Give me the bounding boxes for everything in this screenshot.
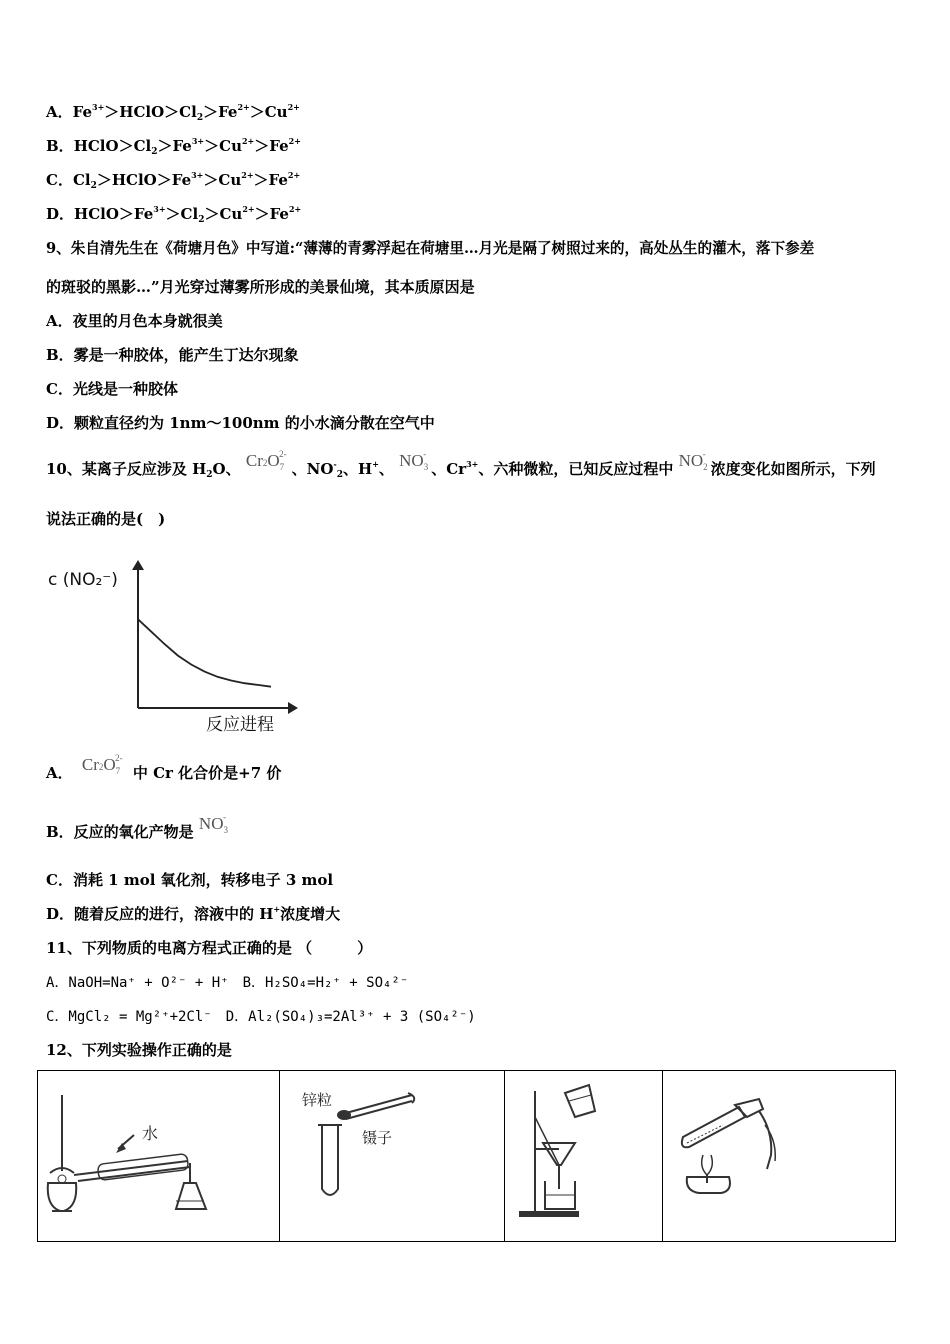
q9-option-b: B．雾是一种胶体，能产生丁达尔现象 [46,346,299,364]
q9-stem-line2: 的斑驳的黑影…”月光穿过薄雾所形成的美景仙境，其本质原因是 [46,278,475,296]
q8-option-b: B．$HClO>Cl_2>Fe^{3+}>Cu^{2+}>Fe^{2+}$ [46,136,301,157]
nitrate-formula: $NO_3^-$ [399,449,429,472]
dichromate-formula: $Cr2O_7^{2-}$ [245,449,287,472]
nitrate-formula: $NO_3^-$ [198,812,228,835]
q10-option-b: B．反应的氧化产物是 $NO_3^-$ [46,822,231,844]
chart-ylabel: c (NO₂⁻) [48,570,118,590]
q8-option-d: D．$HClO>Fe^{3+}>Cl_2>Cu^{2+}>Fe^{2+}$ [46,204,302,225]
nitrite-formula: $NO_2^-$ [678,449,708,472]
tweezers-test-tube-icon [280,1071,502,1239]
q12-image-zinc-tweezers [280,1071,504,1241]
water-label: 水 [142,1124,159,1143]
q10-stem-line2: 说法正确的是( ) [46,510,166,528]
q11-options-ab: A．NaOH=Na⁺ + O²⁻ + H⁺ B．H₂SO₄=H₂⁺ + SO₄²⁻ [46,975,409,991]
dichromate-formula: $Cr2O_7^{2-}$ [81,753,123,776]
q8-option-c: C．$Cl_2>HClO>Fe^{3+}>Cu^{2+}>Fe^{2+}$ [46,170,301,191]
q10-option-c: C．消耗 1 mol 氧化剂，转移电子 3 mol [46,871,334,889]
distillation-apparatus-icon [38,1071,278,1239]
q9-option-d: D．颗粒直径约为 1nm～100nm 的小水滴分散在空气中 [46,414,435,432]
q11-options-cd: C．MgCl₂ = Mg²⁺+2Cl⁻ D．Al₂(SO₄)₃=2Al³⁺ + 3 (SO₄²⁻) [46,1009,476,1025]
q9-option-c: C．光线是一种胶体 [46,380,178,398]
q12-image-filtration [505,1071,663,1241]
q9-stem-line1: 9、朱自清先生在《荷塘月色》中写道:“薄薄的青雾浮起在荷塘里…月光是隔了树照过来的，高处丛生的灌木，落下参差 [46,240,815,257]
q12-image-table [37,1070,896,1242]
q9-option-a: A．夜里的月色本身就很美 [46,312,223,330]
chart-series-line [138,619,271,686]
q10-option-d: D．随着反应的进行，溶液中的 H+浓度增大 [46,904,341,923]
chart-xlabel: 反应进程 [206,715,274,735]
heating-test-tube-icon [663,1071,893,1239]
q12-stem: 12、下列实验操作正确的是 [46,1041,232,1059]
q10-stem-line1: 10、某离子反应涉及 $H_2O$、 $Cr2O_7^{2-}$、$NO^-_2$、H+、 $NO_3^-$、$Cr^{3+}$、六种微粒，已知反应过程中 $NO_2^-$浓度变化如图所示，下列 [46,449,876,480]
filtration-apparatus-icon [505,1071,660,1239]
tweezers-label: 镊子 [362,1129,393,1147]
q10-option-a: A． $Cr2O_7^{2-}$ 中 Cr 化合价是+7 价 [46,753,282,782]
q8-option-a: A．$Fe^{3+}>HClO>Cl_2>Fe^{2+}>Cu^{2+}$ [46,102,300,123]
q11-stem: 11、下列物质的电离方程式正确的是 （ ） [46,939,373,957]
q12-image-distillation [38,1071,280,1241]
chart-x-arrow [288,702,298,714]
zinc-label: 锌粒 [302,1091,333,1109]
nitrite-concentration-chart [46,560,306,740]
q12-image-heating [663,1071,895,1241]
chart-y-arrow [132,560,144,570]
